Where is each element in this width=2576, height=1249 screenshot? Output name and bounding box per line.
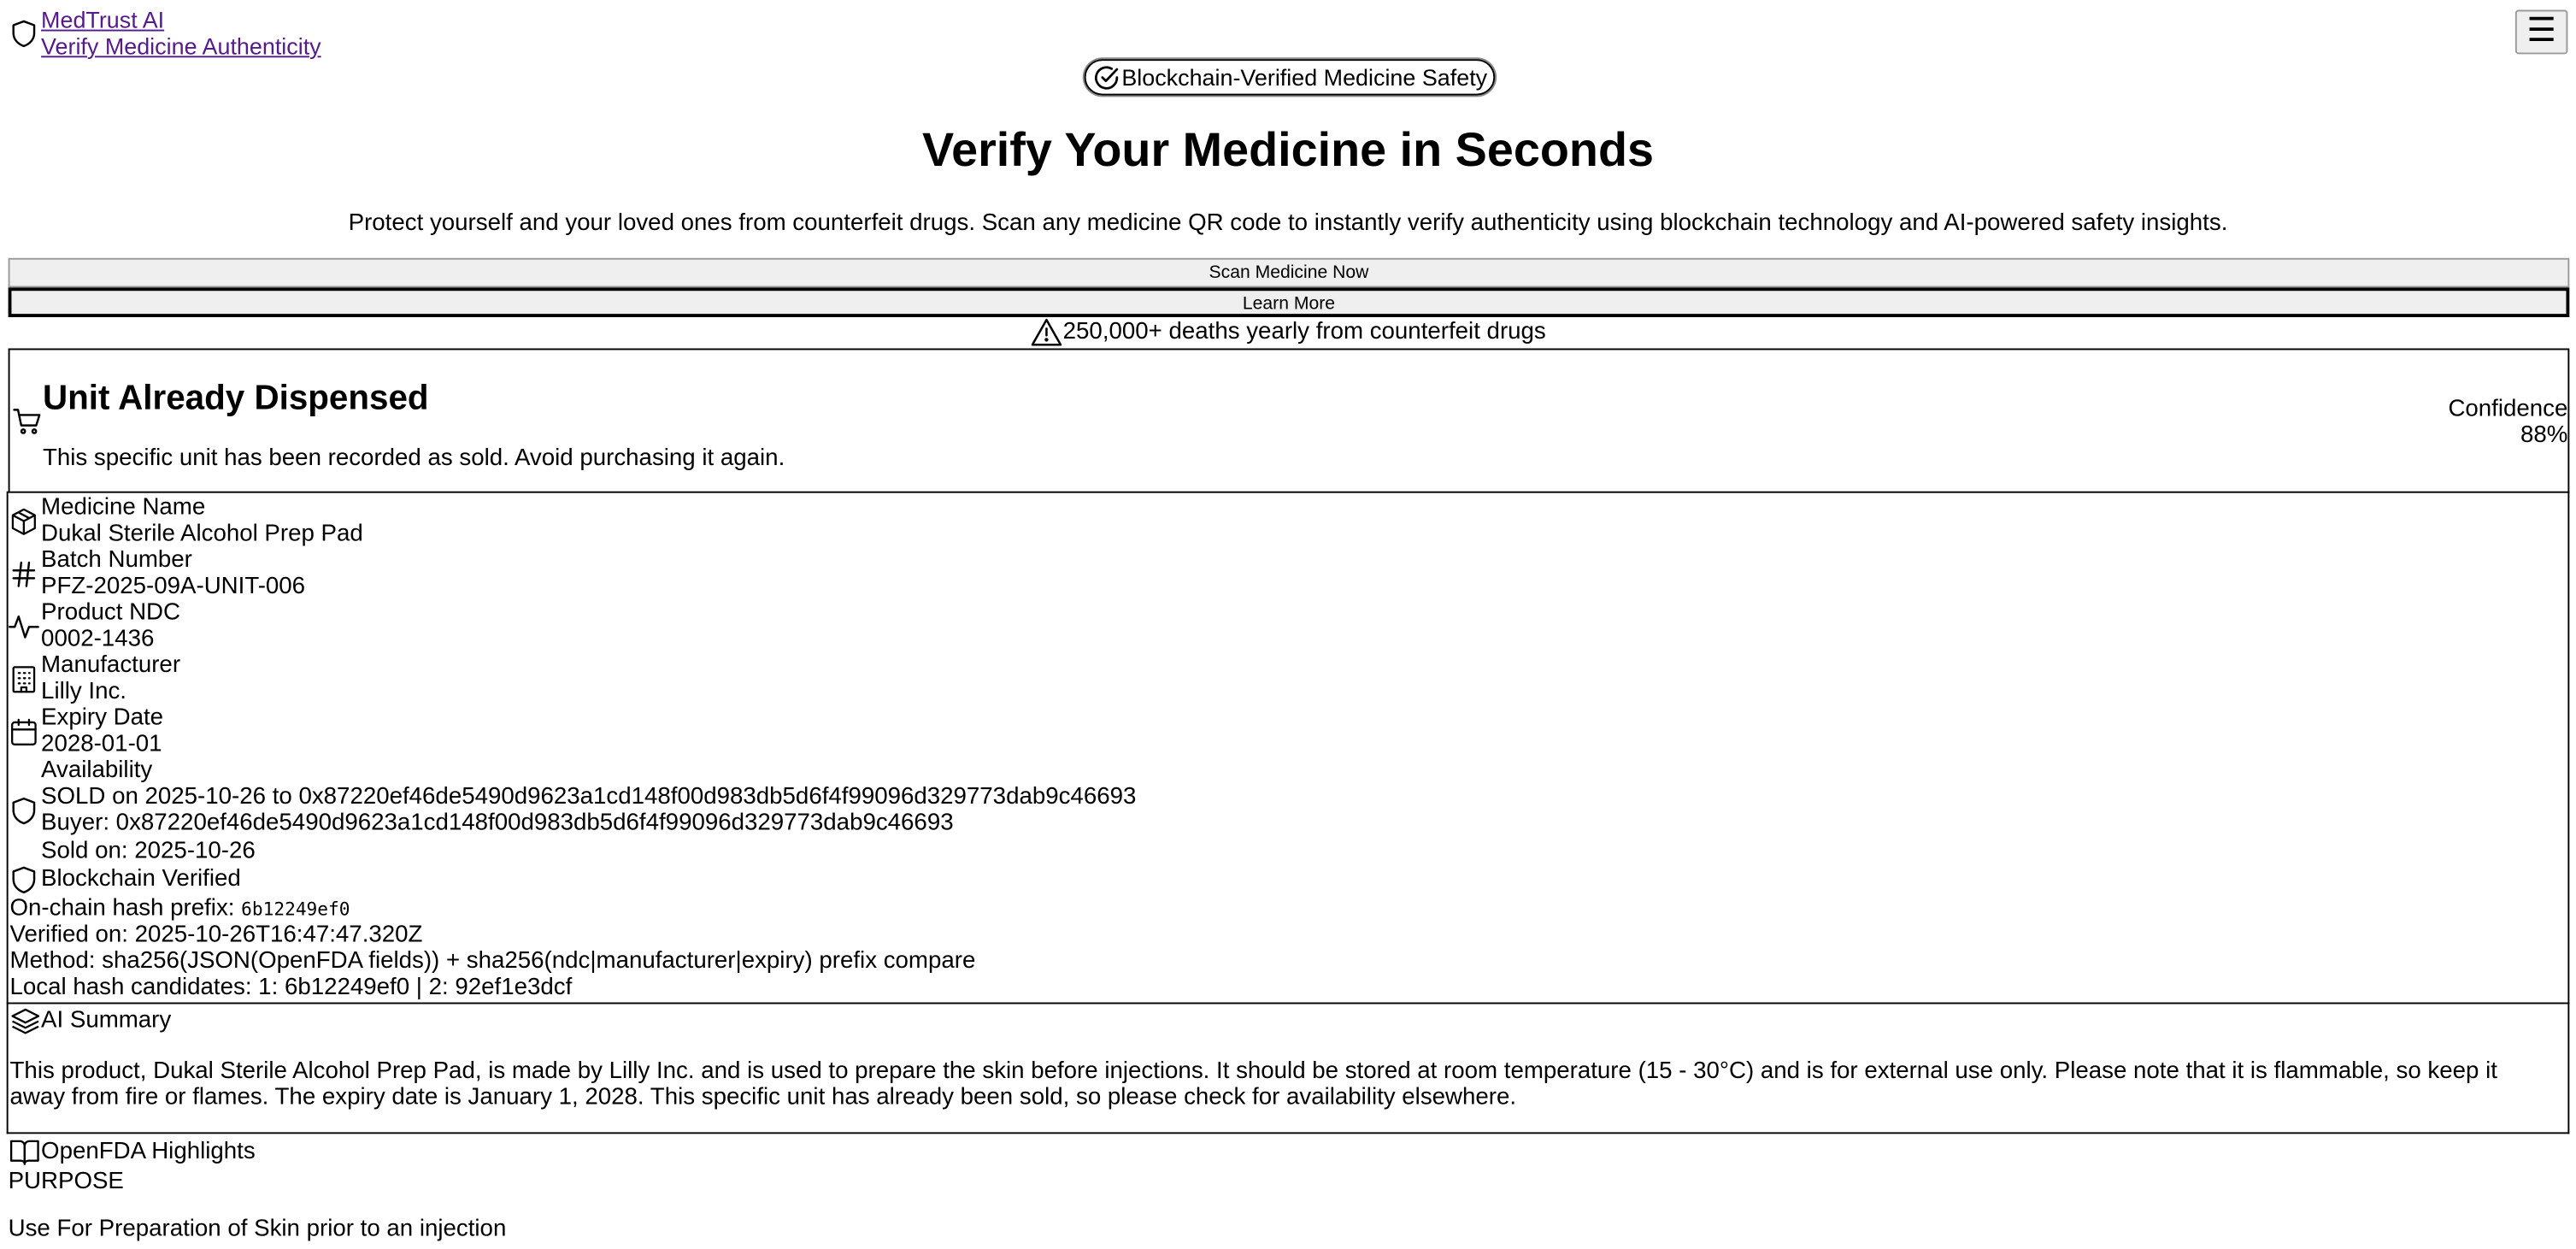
- confidence-label: Confidence: [2448, 396, 2568, 423]
- activity-icon: [9, 610, 40, 642]
- hash-prefix-value: 6b12249ef0: [241, 898, 350, 921]
- counterfeit-stat: [0, 317, 2576, 347]
- scan-medicine-button[interactable]: Scan Medicine Now: [9, 258, 2570, 288]
- hero-subtitle: Protect yourself and your loved ones from counterfeit drugs. Scan any medicine QR code to instantly verify authenticity using blockchain technology and AI-powered safety insights.: [348, 210, 2228, 237]
- hash-prefix-line: [10, 896, 350, 924]
- brand-tagline-link[interactable]: Verify Medicine Authenticity: [41, 32, 321, 60]
- detail-manufacturer: [9, 652, 180, 705]
- detail-batch-number: [9, 547, 305, 600]
- openfda-section-label: PURPOSE: [8, 1168, 124, 1195]
- menu-button[interactable]: ☰: [2515, 10, 2568, 55]
- stat-text: 250,000+ deaths yearly from counterfeit drugs: [1062, 318, 1546, 345]
- warning-triangle-icon: [1030, 317, 1062, 347]
- openfda-title: OpenFDA Highlights: [41, 1138, 256, 1165]
- site-header: [9, 7, 321, 60]
- local-hash-candidates: Local hash candidates: 1: 6b12249ef0 | 2: 92ef1e3dcf: [9, 974, 573, 1001]
- detail-expiry-date: [9, 705, 163, 758]
- shield-icon: [9, 795, 40, 827]
- blockchain-badge: [1085, 59, 1496, 95]
- cart-icon: [11, 406, 43, 438]
- status-title: Unit Already Dispensed: [42, 380, 429, 418]
- availability-value: SOLD on 2025-10-26 to 0x87220ef46de5490d9623a1cd148f00d983db5d6f4f99096d329773dab9c46693: [41, 784, 1137, 811]
- openfda-section: [8, 1137, 2572, 1243]
- building-icon: [9, 663, 40, 695]
- confidence-value: 88%: [2520, 422, 2568, 449]
- hash-icon: [9, 558, 40, 590]
- product-ndc-label: Product NDC: [41, 599, 181, 627]
- confidence-score: [2448, 396, 2567, 449]
- page-title: Verify Your Medicine in Seconds: [921, 125, 1655, 178]
- ai-summary-card: [7, 1004, 2570, 1134]
- hash-prefix-label: On-chain hash prefix:: [9, 895, 235, 922]
- manufacturer-value: Lilly Inc.: [41, 679, 126, 706]
- batch-number-label: Batch Number: [41, 547, 192, 574]
- learn-more-button[interactable]: Learn More: [9, 287, 2570, 317]
- package-icon: [9, 505, 40, 537]
- layers-icon: [10, 1005, 42, 1037]
- ai-summary-text: This product, Dukal Sterile Alcohol Prep Pad, is made by Lilly Inc. and is used to prepare the skin before injections. It should be stored at room temperature (15 - 30°C) and is for external use only. Please note that it is flammable, so keep it away from fire or flames. The expiry date is January 1, 2028. This specific unit has already been sold, so please check for availability elsewhere.: [9, 1058, 2497, 1111]
- batch-number-value: PFZ-2025-09A-UNIT-006: [41, 574, 306, 600]
- detail-medicine-name: [9, 495, 363, 548]
- product-ndc-value: 0002-1436: [41, 626, 155, 653]
- ai-summary-header: [10, 1005, 172, 1037]
- shield-icon: [9, 864, 40, 896]
- expiry-date-value: 2028-01-01: [41, 731, 162, 758]
- openfda-section-text: Use For Preparation of Skin prior to an injection: [8, 1216, 507, 1243]
- verified-on: Verified on: 2025-10-26T16:47:47.320Z: [9, 922, 423, 949]
- verification-method: Method: sha256(JSON(OpenFDA fields)) + sha256(ndc|manufacturer|expiry) prefix compare: [9, 948, 976, 975]
- buyer-address: Buyer: 0x87220ef46de5490d9623a1cd148f00d983db5d6f4f99096d329773dab9c46693: [41, 810, 954, 838]
- book-open-icon: [9, 1137, 41, 1167]
- blockchain-verified-label: Blockchain Verified: [41, 866, 241, 893]
- shield-icon: [9, 18, 40, 50]
- detail-product-ndc: [9, 600, 180, 653]
- availability-label: Availability: [41, 757, 153, 784]
- detail-blockchain-verified: [9, 864, 241, 896]
- brand: [41, 7, 321, 60]
- badge-label: Blockchain-Verified Medicine Safety: [1121, 63, 1488, 91]
- openfda-header: [9, 1137, 2572, 1167]
- medicine-details: [7, 492, 2570, 1005]
- manufacturer-label: Manufacturer: [41, 652, 181, 679]
- expiry-date-label: Expiry Date: [41, 704, 164, 732]
- sold-on-date: Sold on: 2025-10-26: [41, 837, 256, 864]
- calendar-icon: [9, 716, 40, 748]
- medicine-name-value: Dukal Sterile Alcohol Prep Pad: [41, 521, 363, 548]
- ai-summary-title: AI Summary: [41, 1008, 172, 1034]
- status-card: [9, 349, 2570, 493]
- medicine-name-label: Medicine Name: [41, 494, 206, 521]
- detail-availability: [9, 757, 1137, 864]
- brand-name-link[interactable]: MedTrust AI: [41, 6, 165, 33]
- circle-check-icon: [1092, 63, 1120, 91]
- status-description: This specific unit has been recorded as sold. Avoid purchasing it again.: [42, 445, 785, 472]
